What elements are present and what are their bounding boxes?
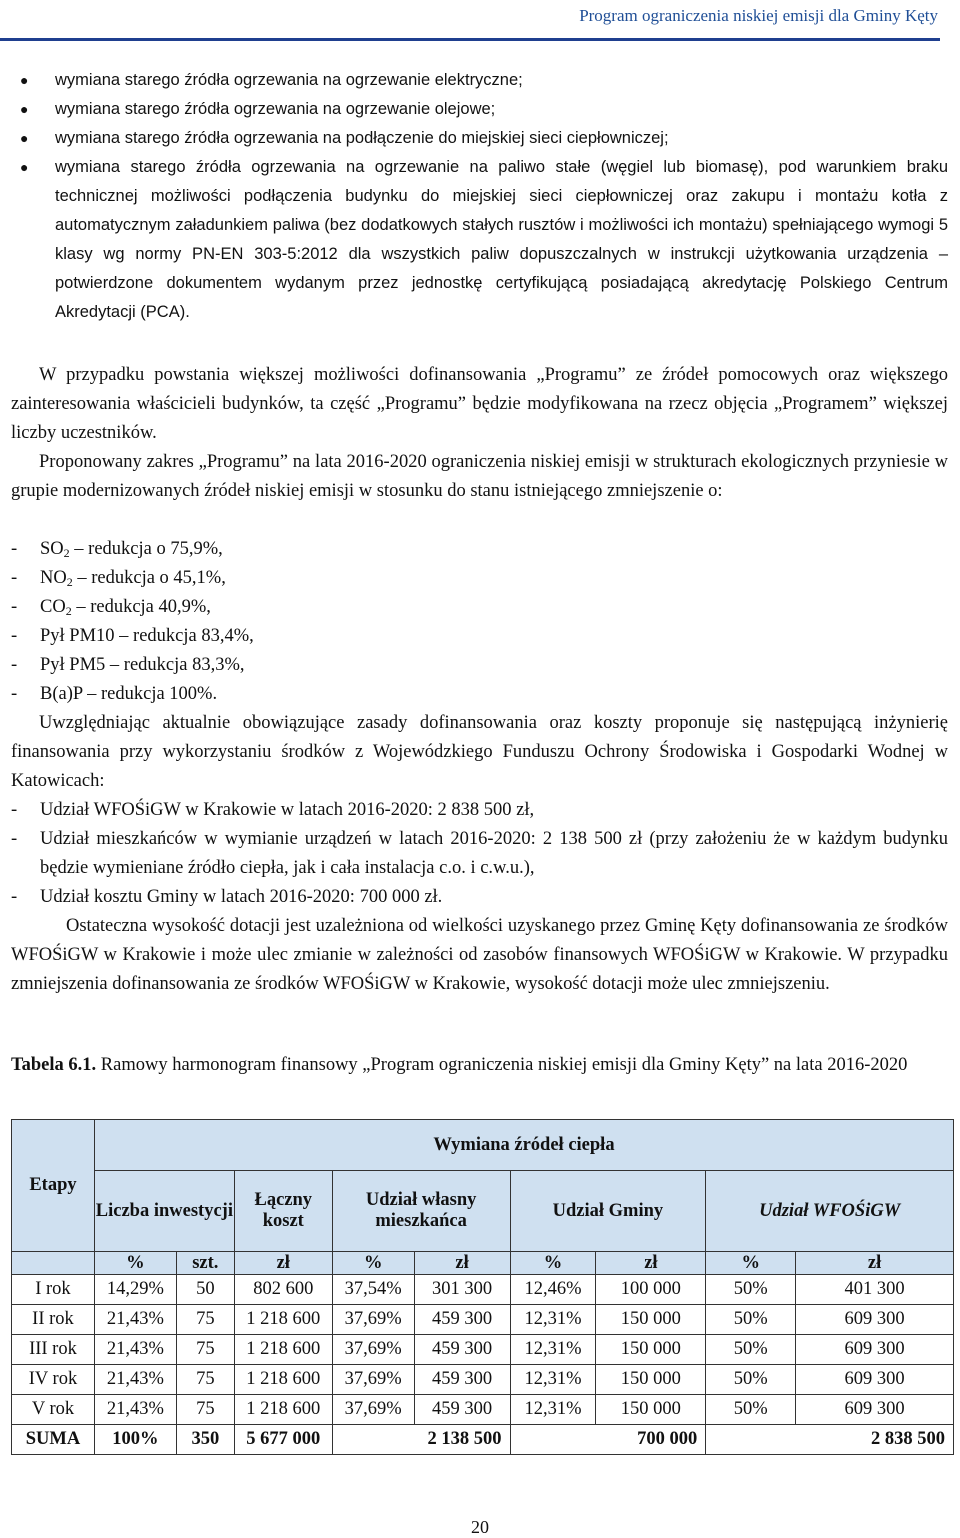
header-gminy: Udział Gminy bbox=[510, 1171, 706, 1252]
sum-cell: 5 677 000 bbox=[234, 1425, 332, 1455]
table-cell: 75 bbox=[176, 1335, 234, 1365]
reduction-item: - Pył PM5 – redukcja 83,3%, bbox=[11, 655, 245, 675]
table-cell: 401 300 bbox=[796, 1275, 954, 1305]
table-cell: 150 000 bbox=[596, 1365, 706, 1395]
running-header: Program ograniczenia niskiej emisji dla Gminy Kęty bbox=[579, 6, 938, 25]
table-cell: 50% bbox=[706, 1305, 796, 1335]
page-number: 20 bbox=[471, 1517, 489, 1537]
table-cell: 50% bbox=[706, 1365, 796, 1395]
table-row bbox=[12, 1275, 954, 1305]
table-row bbox=[12, 1395, 954, 1425]
sum-cell: SUMA bbox=[12, 1425, 95, 1455]
bullet-item: ● wymiana starego źródła ogrzewania na ogrzewanie elektryczne; bbox=[20, 71, 523, 89]
unit-cell: % bbox=[94, 1252, 176, 1275]
sum-cell: 350 bbox=[176, 1425, 234, 1455]
unit-cell bbox=[12, 1252, 95, 1275]
unit-cell: zł bbox=[796, 1252, 954, 1275]
table-caption: Tabela 6.1. Ramowy harmonogram finansowy „Program ograniczenia niskiej emisji dla Gminy Kęty” na lata 2016-2020 bbox=[11, 1055, 908, 1075]
header-liczba: Liczba inwestycji bbox=[94, 1171, 234, 1252]
reduction-item: - $SO_2$ – redukcja o 75,9%, bbox=[11, 539, 223, 560]
table-cell: 1 218 600 bbox=[234, 1365, 332, 1395]
table-cell: 50 bbox=[176, 1275, 234, 1305]
header-etapy: Etapy bbox=[12, 1120, 95, 1252]
table-cell: V rok bbox=[12, 1395, 95, 1425]
header-group: Wymiana źródeł ciepła bbox=[94, 1120, 953, 1171]
unit-cell: zł bbox=[414, 1252, 510, 1275]
table-cell: 1 218 600 bbox=[234, 1395, 332, 1425]
bullet-item: ● wymiana starego źródła ogrzewania na podłączenie do miejskiej sieci ciepłowniczej; bbox=[20, 129, 669, 147]
reduction-item: - $CO_2$ – redukcja 40,9%, bbox=[11, 597, 211, 618]
table-cell: 459 300 bbox=[414, 1365, 510, 1395]
unit-cell: % bbox=[332, 1252, 414, 1275]
table-cell: 37,69% bbox=[332, 1365, 414, 1395]
table-cell: 21,43% bbox=[94, 1305, 176, 1335]
header-mieszkanca: Udział własny mieszkańca bbox=[332, 1171, 510, 1252]
paragraph: Uwzględniając aktualnie obowiązujące zasady dofinansowania oraz koszty proponuje się następującą inżynierię finansowania przy wykorzystaniu środków z Wojewódzkiego Funduszu Ochrony Środowiska i Gospodarki Wodnej w Katowicach: bbox=[11, 713, 948, 791]
table-cell: 37,54% bbox=[332, 1275, 414, 1305]
table-cell: 459 300 bbox=[414, 1395, 510, 1425]
unit-cell: zł bbox=[596, 1252, 706, 1275]
table-cell: 75 bbox=[176, 1395, 234, 1425]
table-cell: 75 bbox=[176, 1305, 234, 1335]
table-cell: 50% bbox=[706, 1335, 796, 1365]
table-cell: I rok bbox=[12, 1275, 95, 1305]
table-cell: 37,69% bbox=[332, 1335, 414, 1365]
table-cell: 459 300 bbox=[414, 1305, 510, 1335]
table-cell: 21,43% bbox=[94, 1335, 176, 1365]
table-row bbox=[12, 1305, 954, 1335]
table-cell: 50% bbox=[706, 1275, 796, 1305]
table-cell: 12,31% bbox=[510, 1305, 596, 1335]
unit-cell: % bbox=[706, 1252, 796, 1275]
reduction-item: - Pył PM10 – redukcja 83,4%, bbox=[11, 626, 254, 646]
table-cell: 150 000 bbox=[596, 1305, 706, 1335]
table-cell: 100 000 bbox=[596, 1275, 706, 1305]
table-cell: 12,31% bbox=[510, 1365, 596, 1395]
paragraph: W przypadku powstania większej możliwości dofinansowania „Programu” ze źródeł pomocowych oraz większego zainteresowania właścicieli budynków, ta część „Programu” będzie modyfikowana na rzecz objęcia „Programem” większej liczby uczestników. bbox=[11, 365, 948, 443]
table-cell: 37,69% bbox=[332, 1305, 414, 1335]
table-cell: 150 000 bbox=[596, 1395, 706, 1425]
table-cell: II rok bbox=[12, 1305, 95, 1335]
share-item: - Udział WFOŚiGW w Krakowie w latach 2016-2020: 2 838 500 zł, bbox=[11, 800, 535, 820]
table-cell: 609 300 bbox=[796, 1395, 954, 1425]
sum-cell: 2 838 500 bbox=[706, 1425, 954, 1455]
table-cell: 75 bbox=[176, 1365, 234, 1395]
table-cell: IV rok bbox=[12, 1365, 95, 1395]
unit-cell: szt. bbox=[176, 1252, 234, 1275]
header-rule bbox=[0, 38, 940, 41]
table-cell: 301 300 bbox=[414, 1275, 510, 1305]
share-item: - Udział mieszkańców w wymianie urządzeń w latach 2016-2020: 2 138 500 zł (przy założeniu że w każdym budynku będzie wymieniane źródło ciepła, jak i cała instalacja c.o. i c.w.u.), bbox=[11, 829, 948, 878]
table-row bbox=[12, 1365, 954, 1395]
table-cell: 150 000 bbox=[596, 1335, 706, 1365]
unit-cell: % bbox=[510, 1252, 596, 1275]
reduction-item: - $NO_2$ – redukcja o 45,1%, bbox=[11, 568, 226, 589]
table-row bbox=[12, 1335, 954, 1365]
table-cell: 609 300 bbox=[796, 1365, 954, 1395]
reduction-item: - B(a)P – redukcja 100%. bbox=[11, 684, 218, 704]
table-cell: 609 300 bbox=[796, 1335, 954, 1365]
table-cell: 50% bbox=[706, 1395, 796, 1425]
sum-cell: 2 138 500 bbox=[332, 1425, 510, 1455]
table-cell: III rok bbox=[12, 1335, 95, 1365]
table-cell: 14,29% bbox=[94, 1275, 176, 1305]
header-wfosigw: Udział WFOŚiGW bbox=[706, 1171, 954, 1252]
table-cell: 1 218 600 bbox=[234, 1335, 332, 1365]
table-cell: 12,31% bbox=[510, 1395, 596, 1425]
header-koszt: Łączny koszt bbox=[234, 1171, 332, 1252]
table-cell: 802 600 bbox=[234, 1275, 332, 1305]
table-cell: 21,43% bbox=[94, 1365, 176, 1395]
table-cell: 21,43% bbox=[94, 1395, 176, 1425]
sum-row bbox=[12, 1425, 954, 1455]
share-item: - Udział kosztu Gminy w latach 2016-2020: 700 000 zł. bbox=[11, 887, 443, 907]
table-cell: 12,31% bbox=[510, 1335, 596, 1365]
table-cell: 609 300 bbox=[796, 1305, 954, 1335]
unit-cell: zł bbox=[234, 1252, 332, 1275]
paragraph: Proponowany zakres „Programu” na lata 2016-2020 ograniczenia niskiej emisji w strukturach ekologicznych przyniesie w grupie modernizowanych źródeł niskiej emisji w stosunku do stanu istniejącego zmniejszenie o: bbox=[11, 452, 948, 501]
bullet-item: ● wymiana starego źródła ogrzewania na ogrzewanie olejowe; bbox=[20, 100, 496, 118]
table-cell: 459 300 bbox=[414, 1335, 510, 1365]
table-cell: 37,69% bbox=[332, 1395, 414, 1425]
bullet-item: ● wymiana starego źródła ogrzewania na ogrzewanie na paliwo stałe (węgiel lub biomasę), pod warunkiem braku technicznej możliwości podłączenia budynku do miejskiej sieci ciepłowniczej oraz zakupu i montażu kotła z automatycznym załadunkiem paliwa (bez dodatkowych stałych rusztów i możliwości ich montażu) spełniającego wymogi 5 klasy wg normy PN-EN 303-5:2012 dla wszystkich paliw dopuszczalnych w instrukcji użytkowania urządzenia – potwierdzone dokumentem wydanym przez jednostkę certyfikującą posiadającą akredytację Polskiego Centrum Akredytacji (PCA). bbox=[20, 158, 948, 321]
sum-cell: 100% bbox=[94, 1425, 176, 1455]
sum-cell: 700 000 bbox=[510, 1425, 706, 1455]
paragraph: Ostateczna wysokość dotacji jest uzależniona od wielkości uzyskanego przez Gminę Kęty dofinansowania ze środków WFOŚiGW w Krakowie i może ulec zmianie w zależności od zasobów finansowych WFOŚiGW w Krakowie. W przypadku zmniejszenia dofinansowania ze środków WFOŚiGW w Krakowie, wysokość dotacji może ulec zmniejszeniu. bbox=[11, 916, 948, 994]
table-cell: 12,46% bbox=[510, 1275, 596, 1305]
table-cell: 1 218 600 bbox=[234, 1305, 332, 1335]
financial-schedule-table bbox=[11, 1119, 954, 1455]
